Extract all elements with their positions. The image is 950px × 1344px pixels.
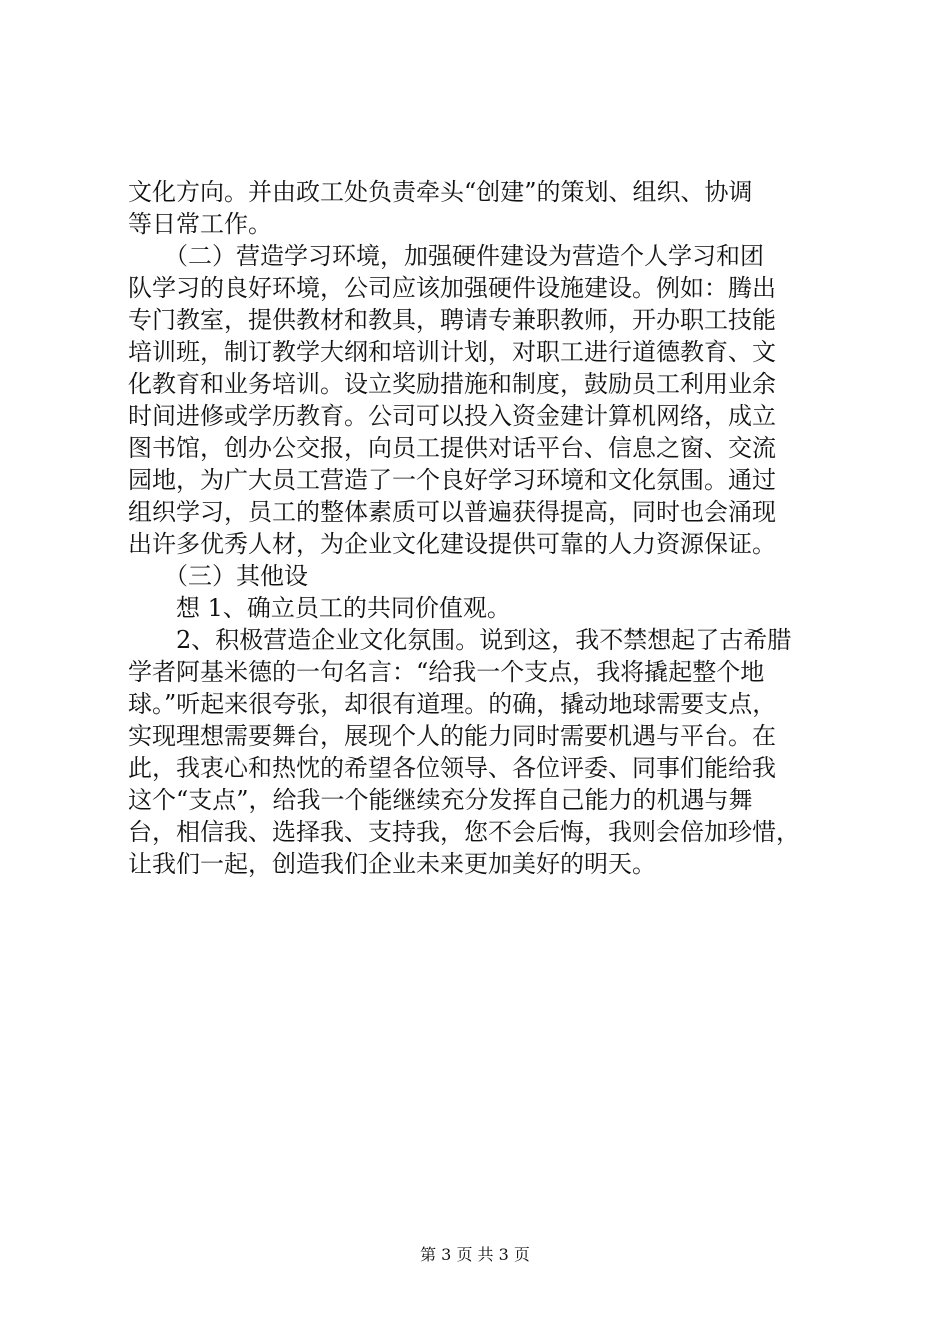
text-line: 2、积极营造企业文化氛围。说到这，我不禁想起了古希腊 bbox=[128, 626, 792, 654]
text-line: 学者阿基米德的一句名言：“给我一个支点，我将撬起整个地 bbox=[128, 658, 765, 686]
text-line: 园地，为广大员工营造了一个良好学习环境和文化氛围。通过 bbox=[128, 466, 776, 494]
text-line: （二）营造学习环境，加强硬件建设为营造个人学习和团 bbox=[128, 242, 764, 270]
text-line: 球。”听起来很夸张，却很有道理。的确，撬动地球需要支点， bbox=[128, 690, 777, 718]
text-line: 化教育和业务培训。设立奖励措施和制度，鼓励员工利用业余 bbox=[128, 370, 776, 398]
text-line: 队学习的良好环境，公司应该加强硬件设施建设。例如：腾出 bbox=[128, 274, 776, 302]
text-line: 专门教室，提供教材和教具，聘请专兼职教师，开办职工技能 bbox=[128, 306, 776, 334]
text-line: 这个“支点”，给我一个能继续充分发挥自己能力的机遇与舞 bbox=[128, 786, 753, 814]
page-number-footer: 第 3 页 共 3 页 bbox=[420, 1245, 530, 1264]
text-line: 时间进修或学历教育。公司可以投入资金建计算机网络，成立 bbox=[128, 402, 776, 430]
text-line: 出许多优秀人材，为企业文化建设提供可靠的人力资源保证。 bbox=[128, 530, 776, 558]
text-line: 让我们一起，创造我们企业未来更加美好的明天。 bbox=[128, 850, 656, 878]
text-line: 培训班，制订教学大纲和培训计划，对职工进行道德教育、文 bbox=[128, 338, 776, 366]
text-line: 图书馆，创办公交报，向员工提供对话平台、信息之窗、交流 bbox=[128, 434, 776, 462]
text-line: （三）其他设 bbox=[128, 562, 308, 590]
text-line: 实现理想需要舞台，展现个人的能力同时需要机遇与平台。在 bbox=[128, 722, 776, 750]
text-line: 想 1、确立员工的共同价值观。 bbox=[128, 594, 511, 622]
text-line: 组织学习，员工的整体素质可以普遍获得提高，同时也会涌现 bbox=[128, 498, 776, 526]
text-line: 文化方向。并由政工处负责牵头“创建”的策划、组织、协调 bbox=[128, 178, 753, 206]
text-line: 等日常工作。 bbox=[128, 210, 272, 238]
text-line: 台，相信我、选择我、支持我，您不会后悔，我则会倍加珍惜， bbox=[128, 818, 800, 846]
body-text bbox=[128, 176, 828, 880]
text-line: 此，我衷心和热忱的希望各位领导、各位评委、同事们能给我 bbox=[128, 754, 776, 782]
